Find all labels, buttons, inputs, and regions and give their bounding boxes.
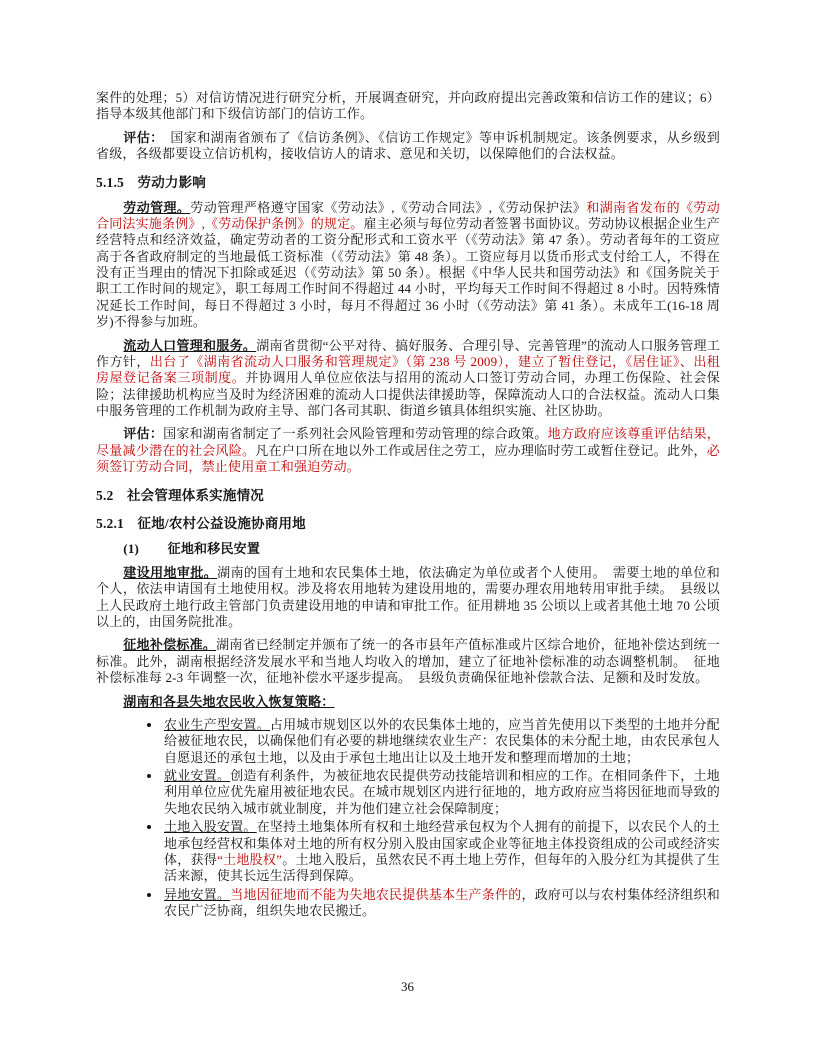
body-text: 。土地入股后，虽然农民不再土地上劳作，但每年的入股分红为其提供了生活来源，使其长远生活得到保障。 xyxy=(164,851,720,884)
list-item-relocation-resettlement xyxy=(162,887,720,920)
heading-title: 征地/农村公益设施协商用地 xyxy=(137,515,306,531)
paragraph-compensation-standard xyxy=(96,637,720,686)
red-text: 必须签订劳动合同，禁止使用童工和强迫劳动。 xyxy=(96,442,720,475)
bullet-lead: 农业生产型安置。 xyxy=(164,716,270,732)
heading-number: 5.1.5 xyxy=(96,174,124,190)
body-text: 创造有利条件，为被征地农民提供劳动技能培训和相应的工作。在相同条件下，土地利用单位应优先雇用被征地农民。在城市规划区内进行征地的，地方政府应当将因征地而导致的失地农民纳入城市就业制度，并为他们建立社会保障制度； xyxy=(164,768,720,816)
body-text: 并协调用人单位应依法与招用的流动人口签订劳动合同，办理工伤保险、社会保险；法律援助机构应当及时为经济困难的流动人口提供法律援助等，保障流动人口的合法权益。流动人口集中服务管理的工作机制为政府主导、部门各司其职、街道乡镇具体组织实施、社区协助。 xyxy=(96,370,720,418)
page-content xyxy=(96,90,720,921)
body-text: 雇主必须与每位劳动者签署书面协议。劳动协议根据企业生产经营特点和经济效益，确定劳动者的工资分配形式和工资水平（《劳动法》第 47 条）。劳动者每年的工资应高于各省政府制定的当地最低工资标准（《劳动法》第 48 条）。工资应每月以货币形式支付给工人，不得在没有正当理由的情况下扣除或延迟（《劳动法》第 50 条）。根据《中华人民共和国劳动法》和《国务院关于职工工作时间的规定》，职工每周工作时间不得超过 44 小时，平均每天工作时间不得超过 8 小时。因特殊情况延长工作时间，每日不得超过 3 小时，每月不得超过 36 小时（《劳动法》第 41 条）。未成年工(16-18 周岁)不得参与加班。 xyxy=(96,215,720,330)
body-text: 凡在户口所在地以外工作或居住之劳工，应办理临时劳工或暂住登记。此外， xyxy=(255,442,707,458)
paragraph-lead: 劳动管理。 xyxy=(123,199,191,215)
red-text: 出台了《湖南省流动人口服务和管理规定》（第 238 号 2009），建立了暂住登记，《居住证》、出租房屋登记备案三项制度。 xyxy=(96,353,720,386)
paragraph-petition-evaluation xyxy=(96,130,720,163)
red-text: 地方政府应该尊重评估结果，尽量减少潜在的社会风险。 xyxy=(96,426,720,458)
paragraph-migrant-population xyxy=(96,338,720,420)
body-text: 湖南省已经制定并颁布了统一的各市县年产值标准或片区综合地价，征地补偿达到统一标准。此外，湖南根据经济发展水平和当地人均收入的增加，建立了征地补偿标准的动态调整机制。 征地补偿标准每 2-3 年调整一次，征地补偿水平逐步提高。 县级负责确保征地补偿款合法、足额和及时发放。 xyxy=(96,637,720,686)
red-text: 当地因征地而不能为失地农民提供基本生产条件的 xyxy=(230,886,522,902)
list-item-agriculture-resettlement xyxy=(162,717,720,766)
body-text: 案件的处理；5）对信访情况进行研究分析，开展调查研究，并向政府提出完善政策和信访工作的建议；6）指导本级其他部门和下级信访部门的信访工作。 xyxy=(96,90,720,122)
red-text: “土地股权” xyxy=(217,851,283,867)
resettlement-strategy-list xyxy=(96,717,720,920)
body-text: 湖南的国有土地和农民集体土地，依法确定为单位或者个人使用。 需要土地的单位和个人，依法申请国有土地使用权。涉及将农用地转为建设用地的，需要办理农用地转用审批手续。 县级以上人民政府土地行政主管部门负责建设用地的申请和审批工作。征用耕地 35 公顷以上或者其他土地 70 公顷以上的，由国务院批准。 xyxy=(96,564,720,629)
body-text: 国家和湖南省制定了一系列社会风险管理和劳动管理的综合政策。 xyxy=(163,426,548,442)
strategy-lead-text: 湖南和各县失地农民收入恢复策略： xyxy=(123,693,335,709)
body-text: 占用城市规划区以外的农民集体土地的，应当首先使用以下类型的土地并分配给被征地农民，以确保他们有必要的耕地继续农业生产：农民集体的未分配土地，由农民承包人自愿退还的承包土地，以及由于承包土地出让以及土地开发和整理而增加的土地； xyxy=(164,716,720,765)
section-heading-5-1-5 xyxy=(96,174,720,191)
bullet-lead: 就业安置。 xyxy=(164,768,231,783)
body-text: 在坚持土地集体所有权和土地经营承包权为个人拥有的前提下，以农民个人的土地承包经营权和集体对土地的所有权分别入股由国家或企业等征地主体投资组成的公司或经济实体，获得 xyxy=(164,819,720,867)
paragraph-labor-evaluation xyxy=(96,426,720,475)
evaluation-label: 评估： xyxy=(123,129,171,145)
paragraph-lead: 征地补偿标准。 xyxy=(123,637,217,653)
bullet-lead: 异地安置。 xyxy=(164,886,231,902)
paragraph-lead: 建设用地审批。 xyxy=(123,564,218,580)
paragraph-labor-management xyxy=(96,200,720,331)
paragraph-lead: 流动人口管理和服务。 xyxy=(123,337,257,353)
subsection-heading-item1 xyxy=(96,541,720,557)
red-text: 和湖南省发布的《劳动合同法实施条例》,《劳动保护条例》的规定。 xyxy=(96,199,720,231)
list-item-employment-resettlement xyxy=(162,768,720,817)
heading-number: (1) xyxy=(123,540,140,556)
page-number: 36 xyxy=(401,979,414,994)
body-text: ，政府可以与农村集体经济组织和农民广泛协商，组织失地农民搬迁。 xyxy=(164,886,720,918)
section-heading-5-2 xyxy=(96,487,720,504)
body-text: 劳动管理严格遵守国家《劳动法》,《劳动合同法》,《劳动保护法》 xyxy=(190,199,587,215)
heading-title: 劳动力影响 xyxy=(137,174,206,190)
section-heading-5-2-1 xyxy=(96,515,720,532)
heading-title: 征地和移民安置 xyxy=(167,540,261,556)
paragraph-strategy-lead xyxy=(96,694,720,710)
body-text: 国家和湖南省颁布了《信访条例》、《信访工作规定》等申诉机制规定。该条例要求，从乡级到省级，各级都要设立信访机构，接收信访人的请求、意见和关切，以保障他们的合法权益。 xyxy=(96,129,720,162)
evaluation-label: 评估： xyxy=(123,426,164,442)
heading-number: 5.2.1 xyxy=(96,515,124,531)
list-item-land-share-resettlement xyxy=(162,819,720,885)
paragraph-land-use-approval xyxy=(96,565,720,631)
heading-number: 5.2 xyxy=(96,487,114,503)
bullet-lead: 土地入股安置。 xyxy=(164,819,257,835)
heading-title: 社会管理体系实施情况 xyxy=(126,487,264,503)
body-text: 湖南省贯彻“公平对待、搞好服务、合理引导、完善管理”的流动人口服务管理工作方针， xyxy=(96,337,720,369)
paragraph-petition-duties xyxy=(96,90,720,123)
